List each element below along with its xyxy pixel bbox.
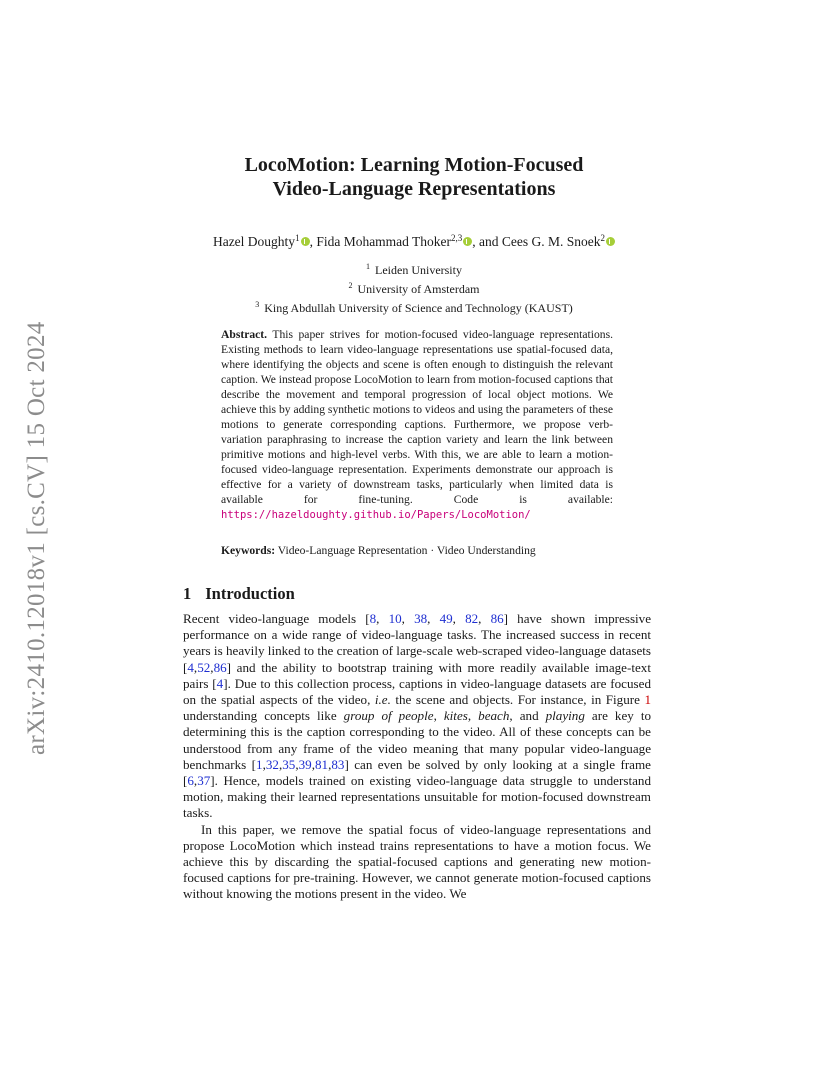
author-affil-sup: 1	[295, 233, 300, 243]
orcid-icon[interactable]	[463, 237, 472, 246]
citation-link[interactable]: 82	[465, 611, 479, 626]
citation-link[interactable]: 1	[256, 756, 263, 772]
citation-link[interactable]: 10	[388, 611, 402, 626]
author-affil-sup: 2,3	[451, 233, 463, 243]
emphasis: playing	[545, 708, 585, 724]
keywords-text: Video-Language Representation · Video Understanding	[275, 544, 536, 557]
code-link[interactable]: https://hazeldoughty.github.io/Papers/LocoMotion/	[221, 509, 531, 521]
citation-link[interactable]: 49	[439, 611, 453, 626]
affiliation-line	[0, 259, 828, 278]
affiliation-name: University of Amsterdam	[357, 282, 480, 296]
text-run: understanding concepts like	[183, 708, 344, 724]
section-heading	[183, 584, 295, 604]
citation-link[interactable]: 37	[197, 773, 211, 789]
author-separator: ,	[309, 234, 317, 249]
citation-link[interactable]: 6	[187, 773, 194, 789]
citation-link[interactable]: 4	[187, 659, 194, 675]
citation-link[interactable]: 83	[331, 756, 345, 772]
citation-group: 1,32,35,39,81,83	[256, 756, 345, 772]
text-run: ]. Hence, models trained on existing video-language data struggle to understand motion, making their learned representations unsuitable for motion-focused downstream tasks.	[183, 773, 651, 821]
affiliation-line	[0, 297, 828, 316]
emphasis: beach	[478, 708, 510, 724]
citation-link[interactable]: 81	[314, 756, 329, 772]
orcid-icon[interactable]	[301, 237, 310, 246]
emphasis: i.e.	[374, 692, 391, 708]
citation-link[interactable]: 52	[197, 659, 211, 675]
abstract-text: This paper strives for motion-focused video-language representations. Existing methods to learn video-language representations use spatial-focused data, where identifying the objects and scene is often enough to distinguish the relevant caption. We instead propose LocoMotion to learn from motion-focused captions that describe the movement and temporal progression of local object motions. We achieve this by adding synthetic motions to videos and using the parameters of these motions to generate corresponding captions. Furthermore, we propose verb-variation paraphrasing to increase the caption variety and learn the link between primitive motions and high-level verbs. With this, we are able to learn a motion-focused video-language representation. Experiments demonstrate our approach is effective for a variety of downstream tasks, particularly when limited data is available for fine-tuning. Code is available:	[221, 328, 613, 506]
author-affil-sup: 2	[600, 233, 606, 243]
citation-link[interactable]: 8	[369, 611, 377, 626]
citation-link[interactable]: 38	[414, 611, 428, 626]
text-run: ,	[433, 708, 444, 724]
author-name: Fida Mohammad Thoker	[316, 234, 452, 249]
keywords	[221, 543, 613, 558]
text-run: Recent video-language models [	[183, 611, 370, 626]
text-run: ] can even be solved by only looking at a single frame [	[183, 756, 651, 789]
emphasis: kites	[443, 708, 468, 724]
body-text	[183, 611, 651, 903]
abstract	[221, 327, 613, 523]
section-title: Introduction	[205, 584, 295, 603]
title-line-2: Video-Language Representations	[272, 178, 556, 200]
orcid-icon[interactable]	[606, 237, 615, 246]
citation-link[interactable]: 35	[282, 756, 296, 772]
section-number: 1	[183, 584, 192, 603]
affiliations	[0, 259, 828, 316]
affiliation-name: King Abdullah University of Science and Technology (KAUST)	[264, 301, 573, 315]
citation-link[interactable]: 86	[213, 659, 227, 675]
affiliation-sup: 3	[255, 300, 260, 309]
text-run: ] and the ability to bootstrap training with more readily available image-text pairs [	[183, 659, 651, 691]
keywords-label: Keywords:	[221, 544, 276, 557]
author-separator: , and	[472, 234, 502, 249]
abstract-label: Abstract.	[221, 328, 268, 341]
citation-group: 8, 10, 38, 49, 82, 86	[369, 611, 504, 626]
text-run: , and	[509, 708, 546, 724]
citation-link[interactable]: 32	[265, 756, 279, 772]
citation-link[interactable]: 39	[298, 756, 312, 772]
text-run: ]. Due to this collection process, captions in video-language datasets are focused on the spatial aspects of the video,	[183, 675, 651, 708]
paragraph-1	[183, 611, 651, 822]
author-name: Hazel Doughty	[212, 234, 296, 249]
affiliation-sup: 2	[348, 281, 353, 290]
author-name: Cees G. M. Snoek	[501, 234, 601, 249]
text-run: ,	[467, 708, 479, 724]
text-run: are key to determining this is the caption corresponding to the video. All of these concepts can be understood from any frame of the video meaning that many popular video-language benchmarks [	[183, 708, 652, 772]
citation-group: 6,37	[187, 773, 211, 789]
citation-group: 4,52,86	[187, 659, 227, 675]
text-run: the scene and objects. For instance, in Figure	[390, 692, 645, 708]
citation-link[interactable]: 86	[490, 611, 504, 626]
figure-ref-link[interactable]: 1	[644, 692, 651, 708]
emphasis: group of people	[343, 708, 434, 724]
arxiv-side-stamp: arXiv:2410.12018v1 [cs.CV] 15 Oct 2024	[23, 321, 50, 755]
paragraph-2: In this paper, we remove the spatial focus of video-language representations and propose LocoMotion which instead trains representations to have a motion focus. We achieve this by discarding the spatial-focused captions and generating new motion-focused captions for pre-training. However, we cannot generate motion-focused captions without knowing the motions present in the video. We	[183, 821, 651, 902]
author-list	[0, 229, 828, 251]
paper-title	[0, 153, 828, 201]
affiliation-line	[0, 278, 828, 297]
text-run: ] have shown impressive performance on a wide range of video-language tasks. The increased success in recent years is heavily linked to the creation of large-scale web-scraped video-language datasets [	[183, 611, 652, 675]
affiliation-sup: 1	[366, 262, 370, 271]
citation-link[interactable]: 4	[216, 675, 224, 691]
title-line-1: LocoMotion: Learning Motion-Focused	[244, 154, 584, 176]
affiliation-name: Leiden University	[375, 263, 462, 277]
